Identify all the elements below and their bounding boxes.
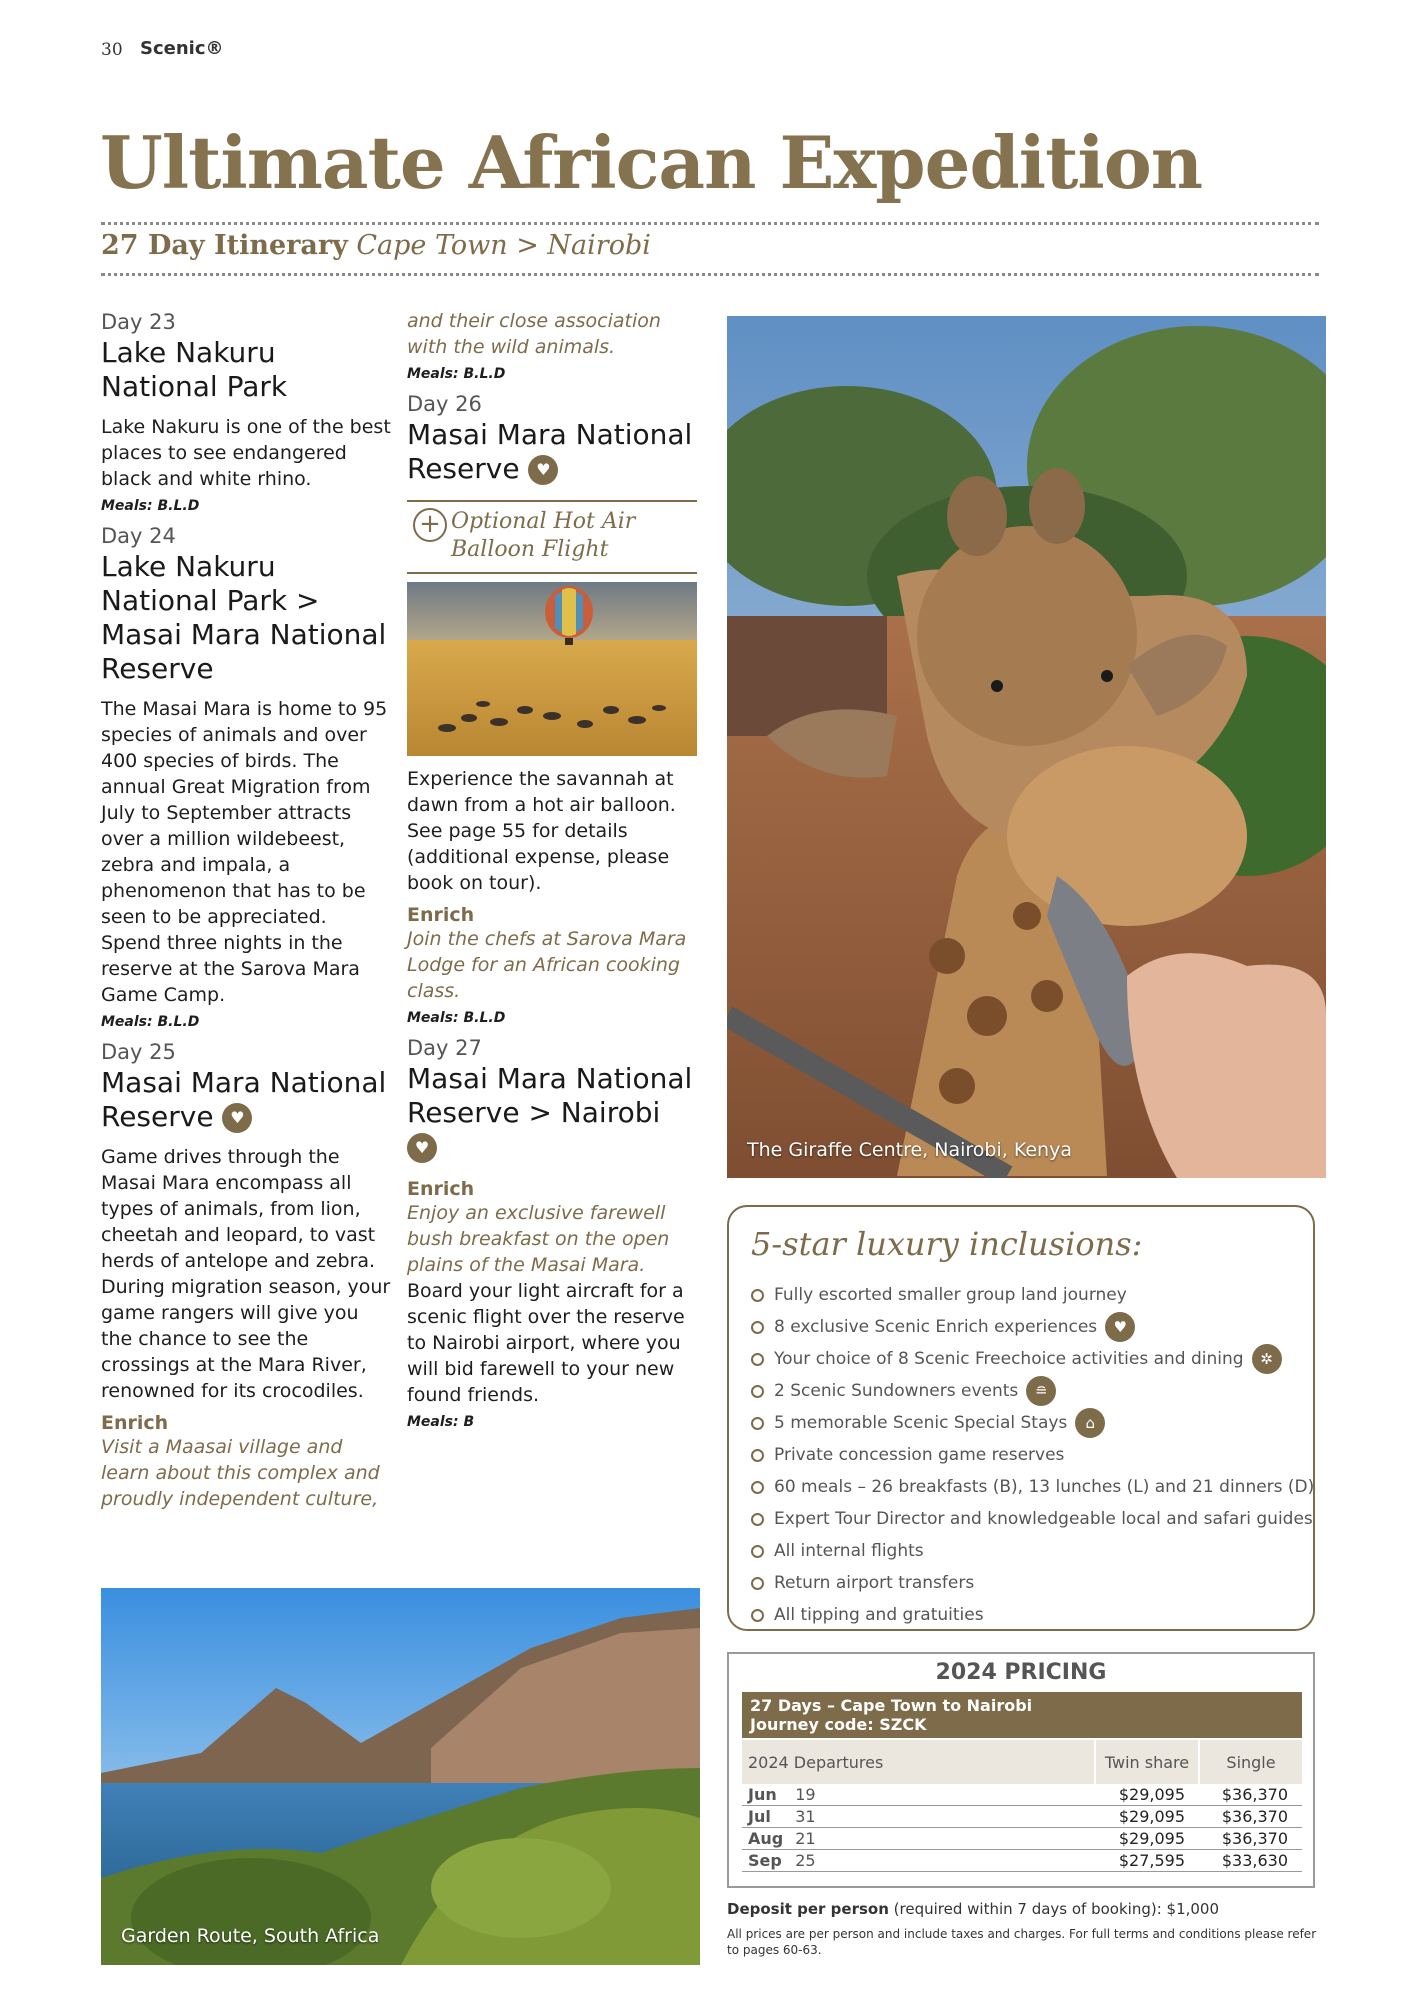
pricing-table [742,1740,1302,1872]
departure-month: Aug [742,1828,789,1850]
enrich-heart-icon: ♥ [407,1133,437,1163]
optional-tour-box [407,500,697,574]
table-row [742,1850,1302,1872]
day-title-text: Masai Mara National Reserve > Nairobi [407,1062,693,1129]
balloon-photo [407,582,697,756]
bullet-icon [751,1577,764,1590]
inclusion-text: All internal flights [774,1541,924,1561]
day-description: The Masai Mara is home to 95 species of animals and over 400 species of birds. The annual Great Migration from July to September attracts over a million wildebeest, zebra and impala, a phenomenon that has to be seen to be appreciated. Spend three nights in the reserve at the Sarova Mara Game Camp. [101,698,388,1006]
meals: Meals: B [407,1414,475,1430]
table-row [742,1828,1302,1850]
inclusion-text: Return airport transfers [774,1573,975,1593]
departure-day: 31 [789,1806,1095,1828]
page-title: Ultimate African Expedition [100,120,1203,205]
departure-day: 25 [789,1850,1095,1872]
bullet-icon [751,1449,764,1462]
optional-tour-description: Experience the savannah at dawn from a hot air balloon. See page 55 for details (additional expense, please book on tour). [407,768,676,894]
inclusion-item [751,1599,1314,1631]
deposit-note [727,1900,1219,1918]
enrich-heading: Enrich [407,904,475,926]
enrich-heading: Enrich [407,1178,475,1200]
inclusion-item [751,1279,1314,1311]
day-number: Day 23 [101,310,176,334]
photo-caption: Garden Route, South Africa [121,1925,380,1947]
bullet-icon [751,1513,764,1526]
inclusion-item [751,1407,1314,1439]
bullet-icon [751,1417,764,1430]
day-title: Lake Nakuru National Park > Masai Mara National Reserve [101,550,387,685]
day-description: Game drives through the Masai Mara encompass all types of animals, from lion, cheetah and leopard, to vast herds of antelope and zebra. During migration season, your game rangers will give you the chance to see the crossings at the Mara River, renowned for its crocodiles. [101,1146,391,1402]
divider [101,222,1319,225]
inclusion-item [751,1439,1314,1471]
terms-note: All prices are per person and include taxes and charges. For full terms and conditions please refer to pages 60-63. [727,1927,1317,1957]
inclusions-box [727,1205,1315,1631]
day-title [101,1066,391,1134]
column-header: Twin share [1095,1740,1199,1784]
column-header: Single [1199,1740,1302,1784]
inclusion-text: Private concession game reserves [774,1445,1065,1465]
garden-route-photo [101,1588,700,1965]
inclusions-list [751,1279,1314,1631]
bullet-icon [751,1353,764,1366]
single-price: $36,370 [1199,1806,1302,1828]
enrich-heart-icon: ♥ [222,1103,252,1133]
departure-day: 19 [789,1784,1095,1806]
meals: Meals: B.L.D [407,1010,506,1026]
single-price: $36,370 [1199,1828,1302,1850]
optional-tour-title: Optional Hot Air Balloon Flight [451,509,636,562]
day-title-text: Masai Mara National Reserve [101,1066,387,1133]
inclusion-text: 5 memorable Scenic Special Stays [774,1413,1068,1433]
bullet-icon [751,1385,764,1398]
inclusion-item [751,1343,1314,1375]
pricing-title: 2024 PRICING [935,1660,1107,1685]
coast-illustration [101,1588,700,1965]
table-header-row [742,1740,1302,1784]
inclusion-text: Fully escorted smaller group land journey [774,1285,1127,1305]
inclusion-item [751,1535,1314,1567]
inclusion-text: Expert Tour Director and knowledgeable local and safari guides [774,1509,1313,1529]
enrich-heart-icon: ♥ [528,455,558,485]
balloon-illustration [407,582,697,756]
enrich-text: Enjoy an exclusive farewell bush breakfast on the open plains of the Masai Mara. [407,1202,670,1276]
inclusion-item [751,1311,1314,1343]
itinerary-column-2 [407,308,697,1430]
itinerary-route: Cape Town > Nairobi [356,230,651,261]
deposit-label: Deposit per person [727,1900,889,1918]
plus-icon: + [413,508,447,542]
twin-price: $29,095 [1095,1784,1199,1806]
sundowner-icon: ≘ [1026,1376,1056,1406]
day-title: Lake Nakuru National Park [101,336,288,403]
meals: Meals: B.L.D [101,498,200,514]
day-description: Lake Nakuru is one of the best places to see endangered black and white rhino. [101,416,391,490]
single-price: $36,370 [1199,1784,1302,1806]
enrich-heading: Enrich [101,1412,169,1434]
day-number: Day 25 [101,1040,176,1064]
inclusions-title: 5-star luxury inclusions: [751,1225,1143,1263]
single-price: $33,630 [1199,1850,1302,1872]
deposit-text: (required within 7 days of booking): $1,000 [888,1900,1220,1918]
inclusion-text: 60 meals – 26 breakfasts (B), 13 lunches (L) and 21 dinners (D) [774,1477,1315,1497]
twin-price: $29,095 [1095,1828,1199,1850]
brand-logo: Scenic® [140,38,224,59]
giraffe-photo [727,316,1326,1178]
table-row [742,1784,1302,1806]
day-title [407,1062,697,1164]
departure-day: 21 [789,1828,1095,1850]
inclusion-item [751,1471,1314,1503]
day-number: Day 27 [407,1036,482,1060]
day-number: Day 26 [407,392,482,416]
enrich-text: Visit a Maasai village and learn about this complex and proudly independent culture, [101,1436,380,1510]
bullet-icon [751,1609,764,1622]
divider [101,273,1319,276]
itinerary-column-1 [101,300,391,1512]
pricing-box [727,1652,1315,1888]
enrich-heart-icon: ♥ [1105,1312,1135,1342]
twin-price: $27,595 [1095,1850,1199,1872]
departure-month: Jul [742,1806,789,1828]
page-number: 30 [101,40,123,60]
pricing-route-bar [742,1692,1302,1738]
inclusion-text: All tipping and gratuities [774,1605,984,1625]
enrich-text: Join the chefs at Sarova Mara Lodge for an African cooking class. [407,928,687,1002]
photo-caption: The Giraffe Centre, Nairobi, Kenya [747,1139,1072,1161]
day-title [407,418,697,486]
bullet-icon [751,1289,764,1302]
itinerary-heading [101,230,651,261]
meals: Meals: B.L.D [407,366,506,382]
enrich-text-continued: and their close association with the wild animals. [407,310,661,358]
inclusion-item [751,1503,1314,1535]
column-header: 2024 Departures [742,1740,1095,1784]
day-number: Day 24 [101,524,176,548]
journey-code: Journey code: SZCK [750,1715,927,1734]
inclusion-item [751,1567,1314,1599]
meals: Meals: B.L.D [101,1014,200,1030]
bullet-icon [751,1321,764,1334]
inclusion-item [751,1375,1314,1407]
bullet-icon [751,1545,764,1558]
inclusion-text: 2 Scenic Sundowners events [774,1381,1019,1401]
itinerary-length: 27 Day Itinerary [101,230,348,261]
freechoice-icon: ✲ [1252,1344,1282,1374]
departure-month: Jun [742,1784,789,1806]
day-description: Board your light aircraft for a scenic flight over the reserve to Nairobi airport, where you will bid farewell to your new found friends. [407,1280,685,1406]
pricing-route: 27 Days – Cape Town to Nairobi [750,1696,1033,1715]
special-stay-icon: ⌂ [1075,1408,1105,1438]
departure-month: Sep [742,1850,789,1872]
inclusion-text: Your choice of 8 Scenic Freechoice activities and dining [774,1349,1244,1369]
day-title-text: Masai Mara National Reserve [407,418,693,485]
table-row [742,1806,1302,1828]
bullet-icon [751,1481,764,1494]
inclusion-text: 8 exclusive Scenic Enrich experiences [774,1317,1098,1337]
giraffe-illustration [727,316,1326,1178]
twin-price: $29,095 [1095,1806,1199,1828]
